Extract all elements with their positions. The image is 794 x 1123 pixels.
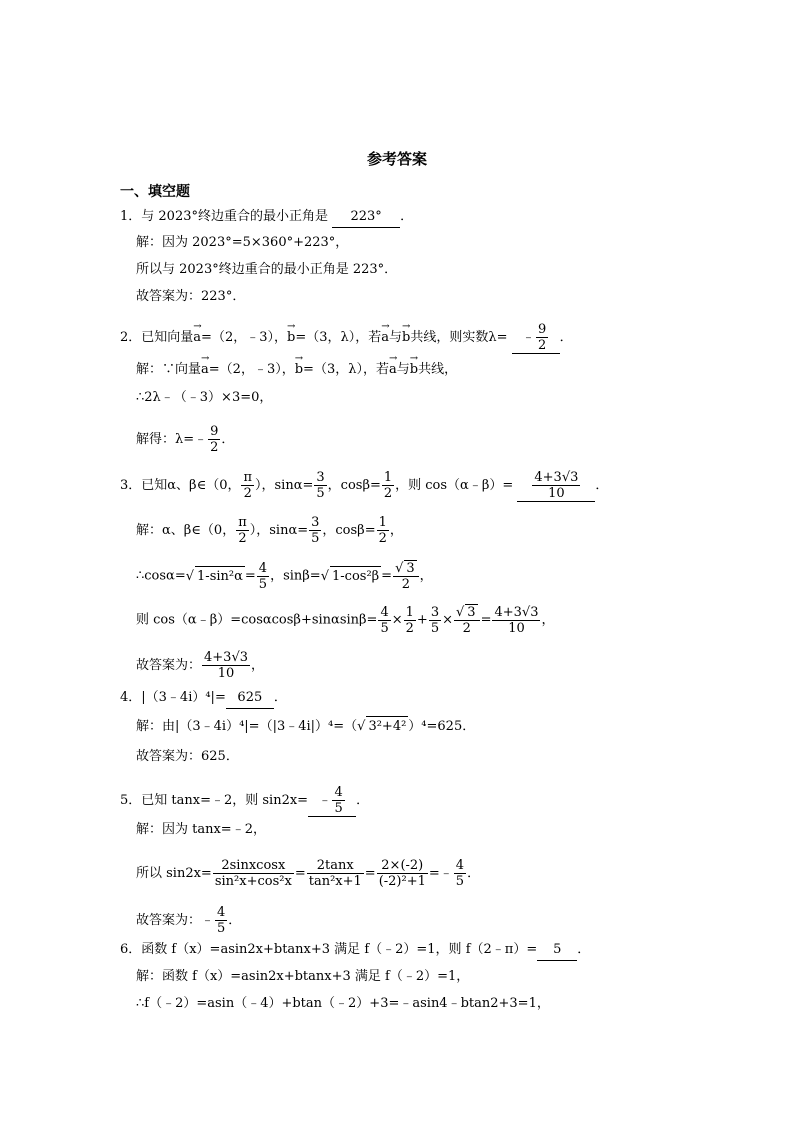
solution-line: 故答案为：625． bbox=[136, 749, 239, 764]
solution-line: 解：α、β∈（0， $\frac{\pi}{2}$ ），sinα= $\frac{3}{5}$ ，cosβ= $\frac{1}{2}$ ， bbox=[136, 515, 403, 546]
solution-line: ∴cosα=√ 1-sin²α = $\frac{4}{5}$ ，sinβ=√ 1-cos²β = √ $\frac{3}{2}$ ， bbox=[136, 560, 433, 592]
solution-line: 解：因为 2023°=5×360°+223°， bbox=[136, 235, 349, 250]
question-3: 3．已知α、β∈（0， $\frac{\pi}{2}$ ），sinα= $\frac{3}{5}$ ，cosβ= $\frac{1}{2}$ ，则 cos（α﹣β）= $\frac{4+3√3}{10}$ ． bbox=[120, 470, 609, 501]
solution-line: 解：因为 tanx=﹣2， bbox=[136, 822, 266, 837]
solution-line: 故答案为：223°． bbox=[136, 289, 246, 304]
answer-blank: ﹣ $\frac{9}{2}$ bbox=[512, 322, 560, 354]
solution-line: 解：函数 f（x）=asin2x+btanx+3 满足 f（﹣2）=1， bbox=[136, 969, 470, 984]
answer-blank: 5 bbox=[537, 940, 577, 961]
solution-line: 所以 sin2x= $\frac{\text{2sinxcosx}}{\text{sin²x+cos²x}}$ = $\frac{2\tan x}{\text{tan²x+1}}$ = $\frac{2\times(-2)}{\text{(-2)²+1}}$ =﹣ $\frac{4}{5}$ ． bbox=[136, 858, 481, 889]
solution-line: 所以与 2023°终边重合的最小正角是 223°． bbox=[136, 262, 398, 277]
solution-line: 故答案为： $\frac{4+3√3}{10}$ ， bbox=[136, 650, 265, 681]
solution-line: 解：由|（3﹣4i）⁴|=（|3﹣4i|）⁴=（√ 3²+4² ）⁴=625． bbox=[136, 716, 475, 737]
answer-blank: $\frac{4+3√3}{10}$ bbox=[517, 470, 595, 502]
section-heading: 一、填空题 bbox=[120, 184, 190, 200]
solution-line: 则 cos（α﹣β）=cosαcosβ+sinαsinβ= $\frac{4}{5}$ × $\frac{1}{2}$ + $\frac{3}{5}$ × √ $\frac{3}{2}$ = $\frac{4+3√3}{10}$ ， bbox=[136, 604, 555, 636]
question-4: 4．|（3﹣4i）⁴|= 625 ． bbox=[120, 688, 287, 709]
question-1: 1．与 2023°终边重合的最小正角是 223° ． bbox=[120, 207, 413, 228]
answer-blank: 223° bbox=[332, 207, 400, 228]
page-title: 参考答案 bbox=[366, 150, 427, 168]
solution-line: ∴2λ﹣（﹣3）×3=0， bbox=[136, 390, 273, 405]
answer-blank: 625 bbox=[226, 688, 274, 709]
solution-line: ∴f（﹣2）=asin（﹣4）+btan（﹣2）+3=﹣asin4﹣btan2+3=1， bbox=[136, 996, 550, 1011]
answer-blank: ﹣ $\frac{4}{5}$ bbox=[308, 785, 356, 817]
question-2: 2．已知向量a →=（2，﹣3），b →=（3，λ），若a →与b →共线，则实数λ= ﹣ $\frac{9}{2}$ ． bbox=[120, 322, 573, 354]
solution-line: 解得：λ=﹣ $\frac{9}{2}$ ． bbox=[136, 424, 235, 455]
question-6: 6．函数 f（x）=asin2x+btanx+3 满足 f（﹣2）=1，则 f（2﹣π）= 5 ． bbox=[120, 940, 590, 961]
solution-line: 解：∵向量a →=（2，﹣3），b →=（3，λ），若a →与b →共线， bbox=[136, 360, 457, 380]
solution-line: 故答案为：﹣ $\frac{4}{5}$ ． bbox=[136, 905, 242, 936]
question-5: 5．已知 tanx=﹣2，则 sin2x= ﹣ $\frac{4}{5}$ ． bbox=[120, 785, 370, 816]
